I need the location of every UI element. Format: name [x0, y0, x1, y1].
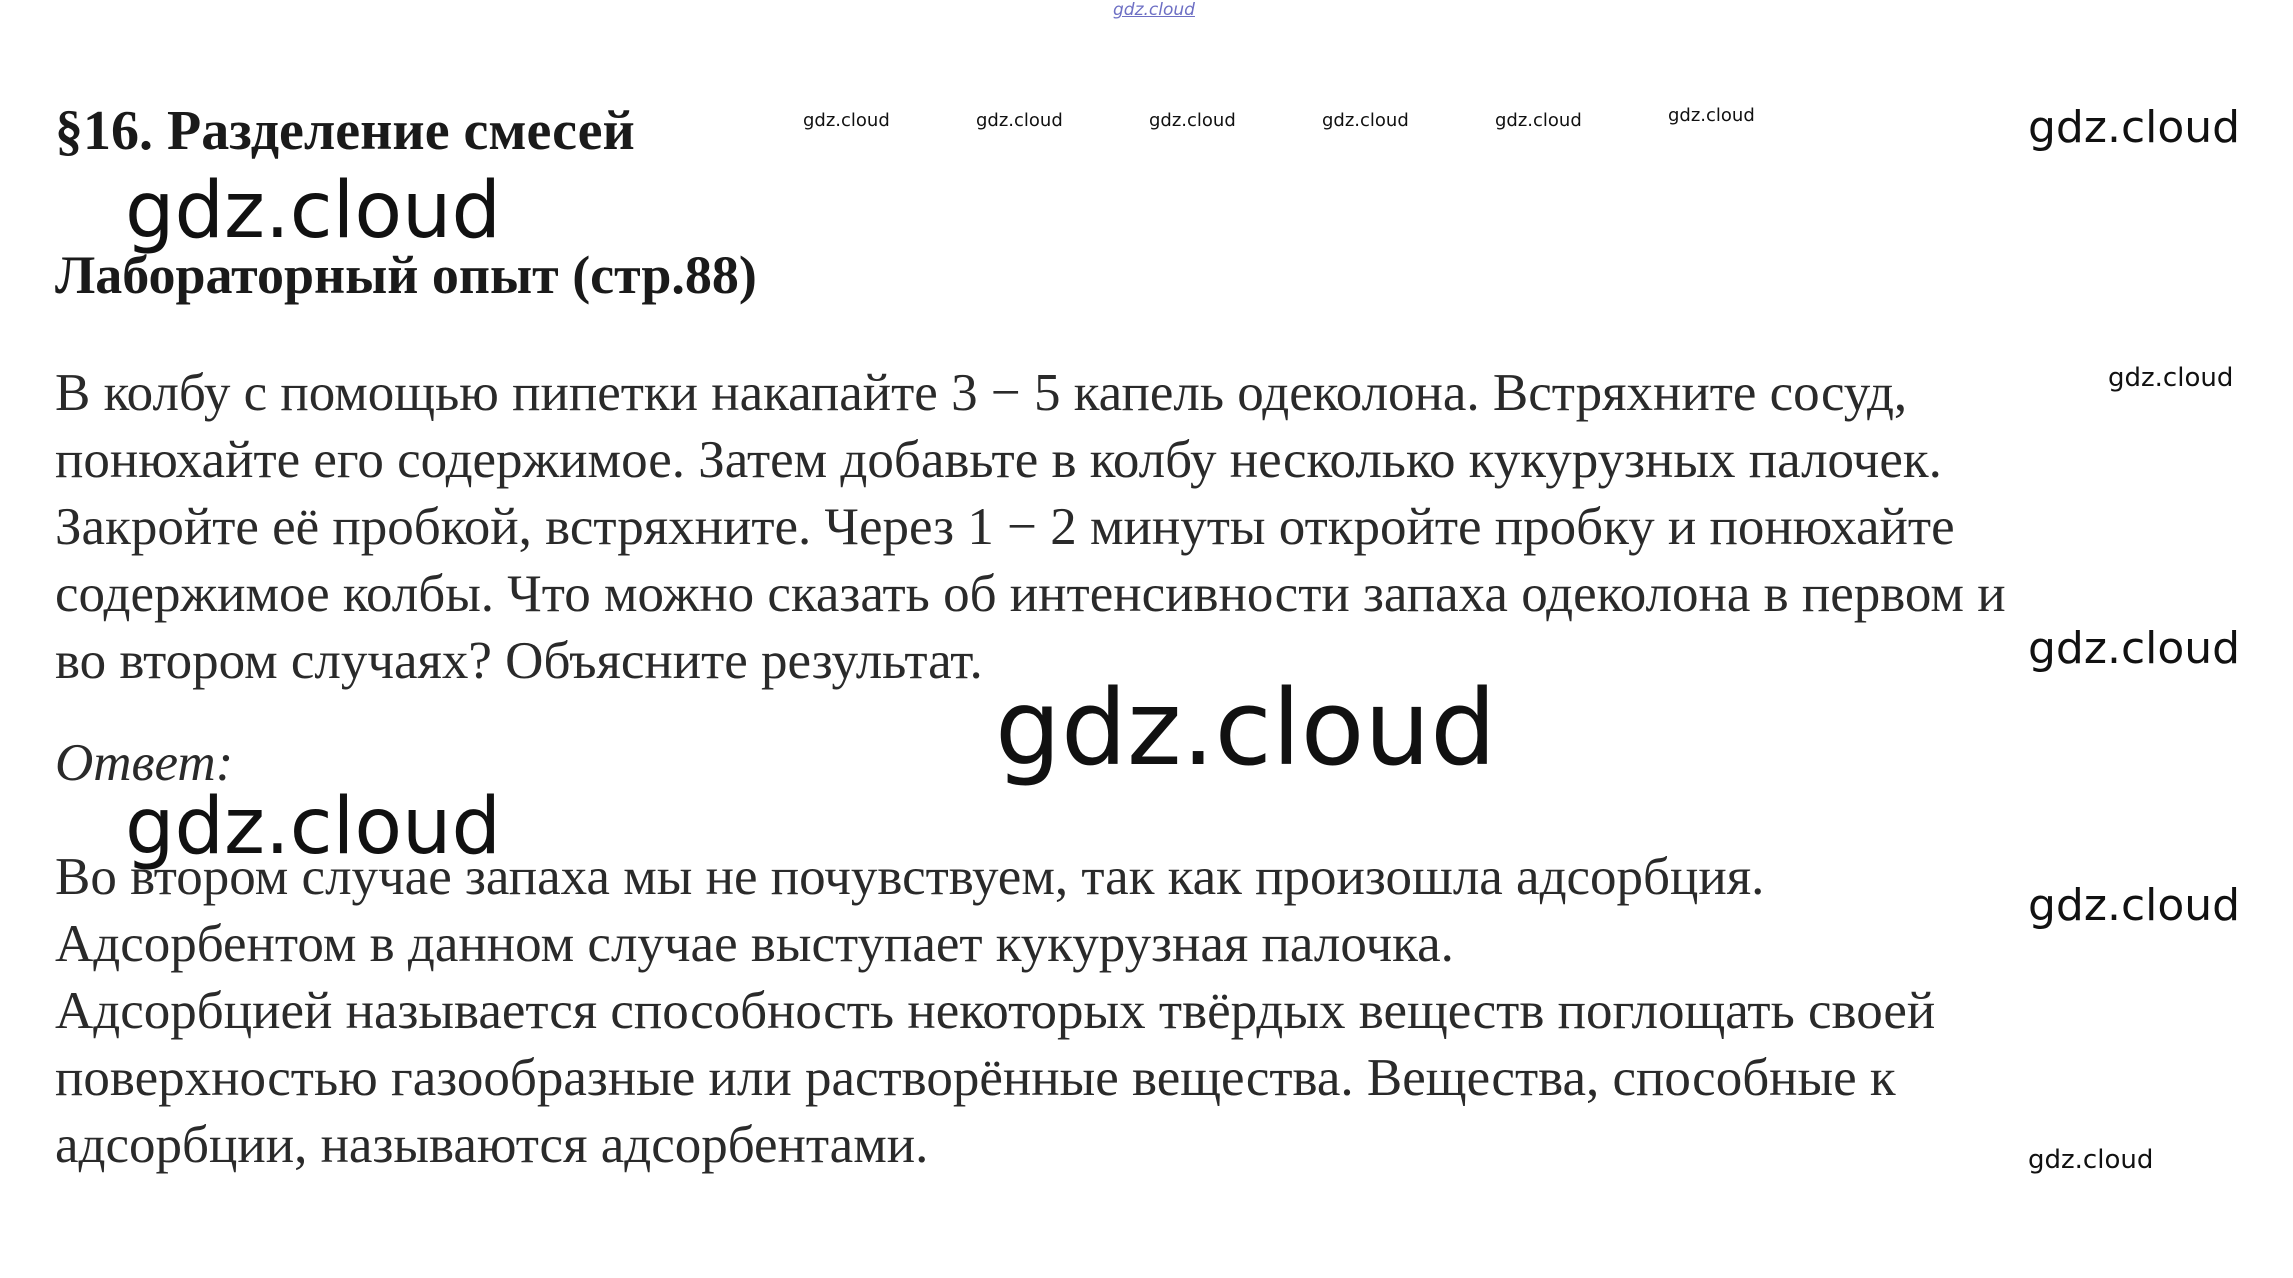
task-line: Закройте её пробкой, встряхните. Через 1 − 2 минуты откройте пробку и понюхайте [55, 498, 1955, 556]
watermark-right-lower: gdz.cloud [2028, 880, 2241, 931]
section-subtitle: Лабораторный опыт (стр.88) [55, 245, 757, 305]
watermark-top: gdz.cloud [1113, 0, 1195, 20]
answer-label: Ответ: [55, 734, 234, 792]
answer-line: Адсорбентом в данном случае выступает кукурузная палочка. [55, 915, 1454, 973]
watermark-row-5: gdz.cloud [1495, 110, 1582, 131]
watermark-row-3: gdz.cloud [1149, 110, 1236, 131]
watermark-row-2: gdz.cloud [976, 110, 1063, 131]
watermark-right-top: gdz.cloud [2028, 102, 2241, 153]
answer-line: поверхностью газообразные или растворённые вещества. Вещества, способные к [55, 1049, 1896, 1107]
watermark-left-upper: gdz.cloud [125, 166, 501, 256]
watermark-left-lower: gdz.cloud [125, 782, 501, 872]
task-line: понюхайте его содержимое. Затем добавьте в колбу несколько кукурузных палочек. [55, 431, 1942, 489]
answer-text [55, 844, 2255, 1179]
task-line: содержимое колбы. Что можно сказать об интенсивности запаха одеколона в первом и [55, 565, 2006, 623]
task-text [55, 360, 2255, 695]
answer-line: Адсорбцией называется способность некоторых твёрдых веществ поглощать своей [55, 982, 1936, 1040]
watermark-row-6: gdz.cloud [1668, 105, 1755, 126]
task-line: В колбу с помощью пипетки накапайте 3 − 5 капель одеколона. Встряхните сосуд, [55, 364, 1908, 422]
answer-line: Во втором случае запаха мы не почувствуем, так как произошла адсорбция. [55, 848, 1765, 906]
task-line: во втором случаях? Объясните результат. [55, 632, 983, 690]
watermark-right-mid: gdz.cloud [2028, 623, 2241, 674]
answer-line: адсорбции, называются адсорбентами. [55, 1116, 929, 1174]
watermark-row-4: gdz.cloud [1322, 110, 1409, 131]
watermark-right-bottom: gdz.cloud [2028, 1145, 2154, 1175]
page-title: §16. Разделение смесей [55, 100, 635, 162]
watermark-row-1: gdz.cloud [803, 110, 890, 131]
watermark-right-small: gdz.cloud [2108, 363, 2234, 393]
watermark-center: gdz.cloud [995, 667, 1497, 789]
